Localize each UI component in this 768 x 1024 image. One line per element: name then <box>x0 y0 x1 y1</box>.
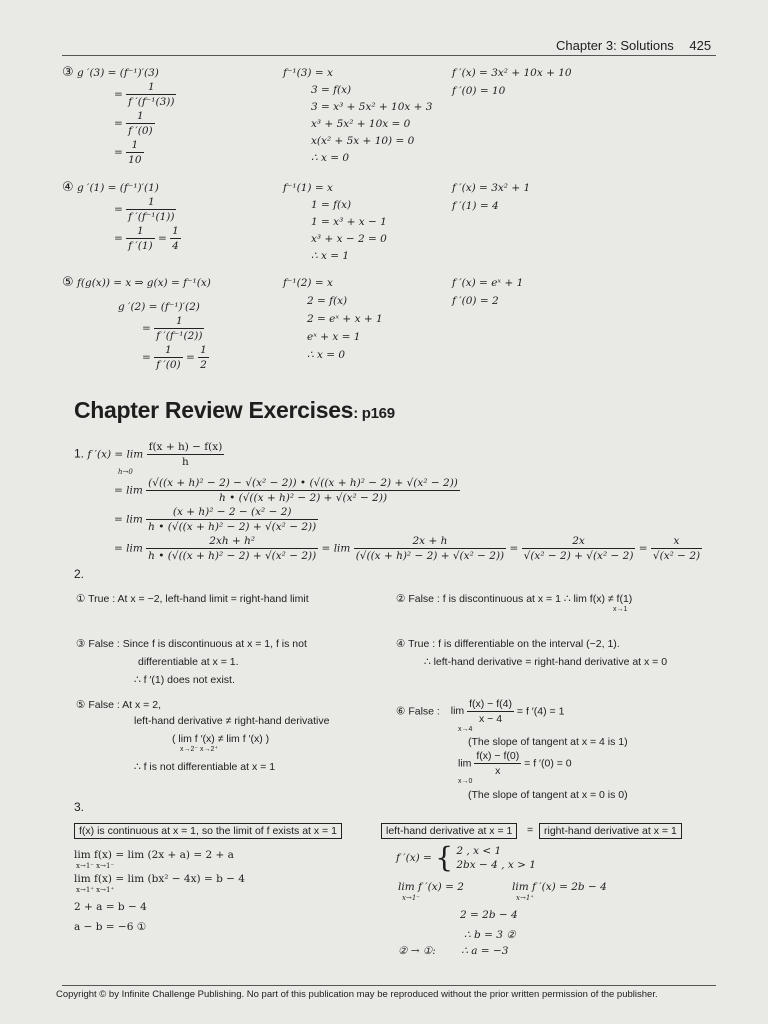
q2-a5-l1: left-hand derivative ≠ right-hand derivative <box>134 715 330 727</box>
q2-a5-l0: ⑤ False : At x = 2, <box>76 699 161 711</box>
q1-n1: f(x + h) − f(x) <box>148 441 223 453</box>
q2-answer-5 <box>76 698 329 774</box>
p4-n3: 1 <box>172 225 179 237</box>
q2-answer-4 <box>396 637 667 669</box>
q1-d5: (√((x + h)² − 2) + √(x² − 2)) <box>355 550 505 562</box>
q3-l3: x→1⁺ x→1⁺ <box>76 886 115 894</box>
q1-d6: √(x² − 2) + √(x² − 2) <box>523 550 634 562</box>
p5-d2: f ′(0) <box>156 359 181 371</box>
q2-a6-label: ⑥ False : <box>396 705 440 718</box>
p3-r0: f ′(x) = 3x² + 10x + 10 <box>452 67 572 79</box>
p5-l0: f(g(x)) = x ⇒ g(x) = f⁻¹(x) <box>77 277 211 289</box>
problem-4-right <box>452 181 530 213</box>
q1-n7: x <box>651 534 702 549</box>
q2-answer-6: ⑥ False : lim $\frac{f(x) - f(4)}{x - 4}$ = f ′(4) = 1 x→4 (The slope of tangent at x = 4 is 1) lim $\frac{f(x) - f(0)}{x}$ = f ′(0) = 0 x→0 (The slope of tangent at x = 0 is 0) <box>396 698 628 801</box>
problem-5-right <box>452 276 523 308</box>
p5-m4: ∴ x = 0 <box>307 349 346 361</box>
p5-l1: g ′(2) = (f⁻¹)′(2) <box>118 301 200 313</box>
q2-a4-l1: ∴ left-hand derivative = right-hand derivative at x = 0 <box>424 656 668 668</box>
p3-d3: 10 <box>128 154 142 166</box>
p5-n3: 1 <box>200 344 207 356</box>
section-title <box>74 397 395 424</box>
q3-r6: ② → ①: <box>398 945 436 957</box>
q2-a6-sub1: x→4 <box>458 726 473 733</box>
q3-solve <box>460 908 518 942</box>
q3-r3: x→1⁺ <box>516 894 534 902</box>
q3-box-left-derivative: left-hand derivative at x = 1 <box>381 823 517 839</box>
q1-d1: h <box>182 456 189 468</box>
q3-l2: lim f(x) = lim (bx² − 4x) = b − 4 <box>74 873 245 885</box>
footer-rule <box>62 985 716 986</box>
q2-a3-l2: ∴ f ′(1) does not exist. <box>134 674 235 686</box>
q3-l4: 2 + a = b − 4 <box>74 901 147 913</box>
q2-a6-v2: = f ′(0) = 0 <box>524 757 572 770</box>
section-page-ref: : p169 <box>353 405 395 422</box>
q2-answer-2 <box>396 592 632 613</box>
q3-final <box>398 944 508 958</box>
q2-a3-l1: differentiable at x = 1. <box>138 656 239 668</box>
p3-l0: g ′(3) = (f⁻¹)′(3) <box>77 67 159 79</box>
p3-m0: f⁻¹(3) = x <box>283 67 333 79</box>
q2-answer-3 <box>76 637 307 687</box>
q2-number: 2. <box>74 567 85 581</box>
label-3: ③ <box>62 65 74 80</box>
q2-a5-l2: ( lim f ′(x) ≠ lim f ′(x) ) <box>172 733 270 745</box>
q1-n6: 2x <box>522 534 636 549</box>
problem-3-left: ③ g ′(3) = (f⁻¹)′(3) = $\frac{1}{\text{f ′(f⁻¹(3))}}$ = $\frac{1}{f '(0)}$ = $\frac{1}{10}$ <box>62 65 175 166</box>
p3-m1: 3 = f(x) <box>311 84 352 96</box>
q3-r7: ∴ a = −3 <box>461 945 509 957</box>
q2-a6-l8: (The slope of tangent at x = 0 is 0) <box>468 789 628 801</box>
p4-d1: f ′(f⁻¹(1)) <box>128 211 175 223</box>
q3-piece-1: 2 , x < 1 <box>456 845 502 857</box>
problem-3-right <box>452 66 572 98</box>
p4-d3: 4 <box>172 240 179 252</box>
q2-a6-v1: = f ′(4) = 1 <box>516 705 565 718</box>
problem-5-mid <box>283 276 383 362</box>
q3-piece-2: 2bx − 4 , x > 1 <box>456 859 536 871</box>
q2-a3-l0: ③ False : Since f is discontinuous at x = 1, f is not <box>76 638 307 650</box>
problem-3-mid <box>283 66 432 165</box>
q3-r1: x→1⁻ <box>402 894 420 902</box>
p4-r0: f ′(x) = 3x² + 1 <box>452 182 531 194</box>
p3-m4: x(x² + 5x + 10) = 0 <box>311 135 415 147</box>
p3-d1: f ′(f⁻¹(3)) <box>128 96 175 108</box>
p4-m1: 1 = f(x) <box>311 199 352 211</box>
q2-a6-n1: f(x) − f(4) <box>469 698 512 710</box>
q2-a5-l3: x→2⁻ x→2⁺ <box>180 746 219 753</box>
q1-d2: h • (√((x + h)² − 2) + √(x² − 2)) <box>218 492 388 504</box>
p4-r1: f ′(1) = 4 <box>452 200 499 212</box>
p4-m3: x³ + x − 2 = 0 <box>311 233 387 245</box>
q3-equals: = <box>527 824 534 836</box>
q2-a2-text: ② False : f is discontinuous at x = 1 ∴ lim f(x) ≠ f(1) <box>396 593 633 605</box>
p5-m3: eˣ + x = 1 <box>307 331 361 343</box>
p4-m2: 1 = x³ + x − 1 <box>311 216 387 228</box>
problem-4-left: ④ g ′(1) = (f⁻¹)′(1) = $\frac{1}{\text{f ′(f⁻¹(1))}}$ = $\frac{1}{f '(1)}$ = $\frac{1}{4}$ <box>62 180 179 252</box>
problem-4-mid <box>283 181 387 263</box>
q3-number: 3. <box>74 800 85 814</box>
q2-a2-sub: x→1 <box>613 606 628 613</box>
q3-r0: lim f ′(x) = 2 <box>398 881 464 893</box>
label-4: ④ <box>62 180 74 195</box>
q3-left-work <box>74 848 245 934</box>
question-1: 1. f ′(x) = lim $\frac{f(x + h) - f(x)}{h}$ h→0 = lim (√((x + h)² − 2) − √(x² − 2)) • (√((x + h)² − 2) + √(x² − 2)) h • (√((x + h)² − 2) + √(x² − 2)) = lim $\frac{\text{(x + h)² − 2 − (x² − 2)}}{\text{h • (√((x + h)² − 2) + √(x² − 2))}}$ = lim $\frac{\text{2xh + h²}}{\text{h • (√((x + h)² − 2) + √(x² − 2))}}$ = lim $\frac{2x + h}{\text{(√((x + h)² − 2) + √(x² − 2))}}$ = $\frac{2x}{\text{√(x² − 2) + √(x² − 2)}}$ = $\frac{x}{\text{√(x² − 2)}}$ <box>74 441 701 562</box>
q3-l1: x→1⁻ x→1⁻ <box>76 862 115 870</box>
p5-m1: 2 = f(x) <box>307 295 348 307</box>
header-rule <box>62 55 716 56</box>
q1-fprime: f ′(x) = lim <box>87 448 144 461</box>
p3-m2: 3 = x³ + 5x² + 10x + 3 <box>311 101 433 113</box>
q3-l5: a − b = −6 ① <box>74 921 147 933</box>
q3-r2: lim f ′(x) = 2b − 4 <box>512 881 607 893</box>
q1-n5: 2x + h <box>354 534 506 549</box>
q3-r5: ∴ b = 3 ② <box>464 929 516 941</box>
p4-n2: 1 <box>126 224 154 239</box>
page-number: 425 <box>689 38 712 53</box>
copyright-footer: Copyright © by Infinite Challenge Publishing. No part of this publication may be reproduced without the prior written permission of the publisher. <box>56 989 658 1000</box>
p4-l0: g ′(1) = (f⁻¹)′(1) <box>77 182 159 194</box>
q1-n3: (x + h)² − 2 − (x² − 2) <box>146 505 318 520</box>
q1-d3: h • (√((x + h)² − 2) + √(x² − 2)) <box>148 521 317 533</box>
p5-r0: f ′(x) = eˣ + 1 <box>452 277 524 289</box>
q1-sub1: h→0 <box>118 468 133 476</box>
p3-r1: f ′(0) = 10 <box>452 85 506 97</box>
q3-right-work <box>398 880 464 902</box>
p5-m0: f⁻¹(2) = x <box>283 277 333 289</box>
q3-box-continuity: f(x) is continuous at x = 1, so the limit of f exists at x = 1 <box>74 823 342 839</box>
section-title-text: Chapter Review Exercises <box>74 397 354 423</box>
chapter-title: Chapter 3: Solutions <box>556 38 674 53</box>
p3-n3: 1 <box>126 138 143 153</box>
q2-a6-n2: f(x) − f(0) <box>476 750 520 762</box>
p5-n2: 1 <box>154 343 182 358</box>
p4-d2: f ′(1) <box>128 240 153 252</box>
p3-n2: 1 <box>126 109 154 124</box>
p5-d1: f ′(f⁻¹(2)) <box>156 330 203 342</box>
p3-m5: ∴ x = 0 <box>311 152 350 164</box>
q1-d7: √(x² − 2) <box>652 550 701 562</box>
p4-n1: 1 <box>126 195 176 210</box>
q1-number: 1. <box>74 446 85 461</box>
p5-r1: f ′(0) = 2 <box>452 295 499 307</box>
p4-m0: f⁻¹(1) = x <box>283 182 333 194</box>
p5-n1: 1 <box>154 314 204 329</box>
chapter-header <box>556 38 711 53</box>
q2-a5-l4: ∴ f is not differentiable at x = 1 <box>134 761 276 773</box>
p5-d3: 2 <box>200 359 207 371</box>
q3-right-work-2 <box>512 880 607 902</box>
problem-5-left: ⑤ f(g(x)) = x ⇒ g(x) = f⁻¹(x) g ′(2) = (f⁻¹)′(2) = $\frac{1}{\text{f ′(f⁻¹(2))}}$ = $\frac{1}{f '(0)}$ = $\frac{1}{2}$ <box>62 275 211 371</box>
q2-answer-1: ① True : At x = −2, left-hand limit = right-hand limit <box>76 593 309 605</box>
q3-box-right-derivative: right-hand derivative at x = 1 <box>539 823 682 839</box>
q3-r4: 2 = 2b − 4 <box>460 909 518 921</box>
p3-m3: x³ + 5x² + 10x = 0 <box>311 118 411 130</box>
q2-a6-d2: x <box>495 765 501 777</box>
p3-d2: f ′(0) <box>128 125 153 137</box>
p4-m4: ∴ x = 1 <box>311 250 350 262</box>
q1-n4: 2xh + h² <box>146 534 318 549</box>
q2-a6-l4: (The slope of tangent at x = 4 is 1) <box>468 736 628 748</box>
q1-d4: h • (√((x + h)² − 2) + √(x² − 2)) <box>148 550 317 562</box>
p3-n1: 1 <box>126 80 176 95</box>
q1-n2: (√((x + h)² − 2) − √(x² − 2)) • (√((x + h)² − 2) + √(x² − 2)) <box>148 477 458 489</box>
q2-a6-sub2: x→0 <box>458 778 473 785</box>
p5-m2: 2 = eˣ + x + 1 <box>307 313 383 325</box>
q3-l0: lim f(x) = lim (2x + a) = 2 + a <box>74 849 234 861</box>
label-5: ⑤ <box>62 275 74 290</box>
q2-a6-d1: x − 4 <box>479 713 503 725</box>
q3-piecewise: f ′(x) = { 2 , x < 1 2bx − 4 , x > 1 <box>396 841 536 874</box>
q2-a4-l0: ④ True : f is differentiable on the interval (−2, 1). <box>396 638 620 650</box>
q3-piece-label: f ′(x) = <box>396 852 432 864</box>
